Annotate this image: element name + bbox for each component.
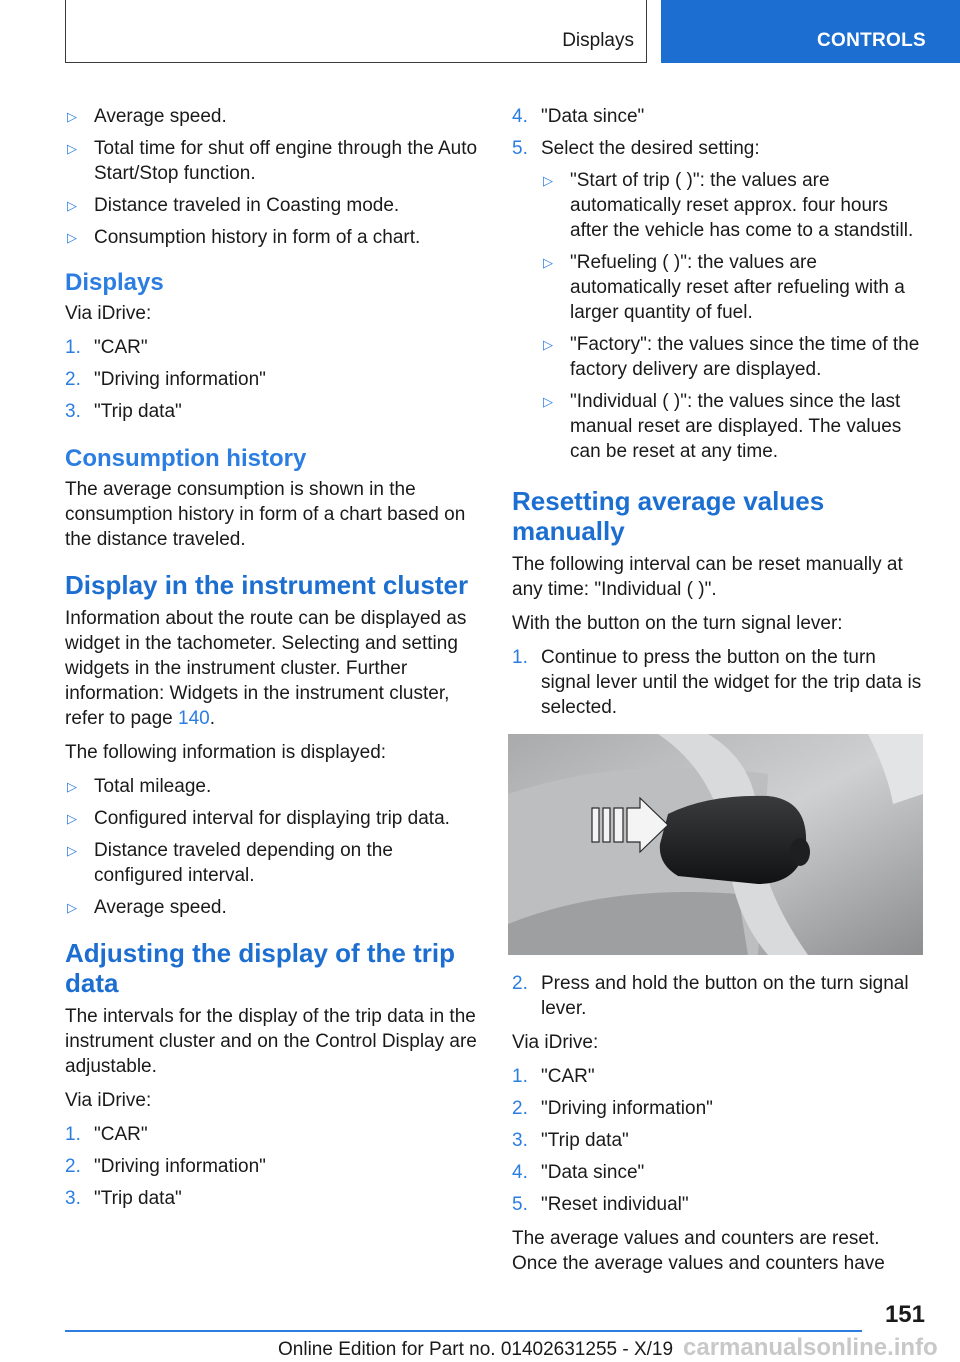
footer-edition: Online Edition for Part no. 01402631255 - X/19 [278, 1339, 674, 1360]
triangle-bullet-icon: ▷ [67, 811, 77, 826]
right-column [512, 104, 925, 1285]
heading-adjusting-display: Adjusting the display of the trip data [65, 938, 455, 998]
reset-lever-steps [512, 645, 925, 720]
via-idrive-label: Via iDrive: [65, 303, 152, 324]
list-item: 2. "Driving information" [512, 1098, 713, 1119]
list-item: 1. "CAR" [65, 1124, 148, 1145]
adjust-steps [65, 1122, 480, 1211]
triangle-bullet-icon: ▷ [67, 843, 77, 858]
list-item: ▷ Distance traveled in Coasting mode. [67, 195, 400, 216]
list-item: ▷ "Individual ( )": the values since the last manual reset are displayed. The values can be reset at any time. [543, 391, 902, 462]
setting-options [541, 168, 925, 464]
consumption-text: The average consumption is shown in the consumption history in form of a chart based on the distance traveled. [65, 479, 466, 550]
triangle-bullet-icon: ▷ [67, 141, 77, 156]
list-item: ▷ Total mileage. [67, 776, 212, 797]
triangle-bullet-icon: ▷ [67, 109, 77, 124]
closing-text: The average values and counters are reset. Once the average values and counters have [512, 1228, 885, 1274]
page-reference-link[interactable]: 140 [178, 708, 210, 729]
cluster-text: Information about the route can be displayed as widget in the tachometer. Selecting and setting widgets in the instrument cluster. Further information: Widgets in the instrument cluster, refer to page 140. [65, 608, 467, 729]
list-item: 4. "Data since" [512, 1162, 645, 1183]
heading-displays: Displays [65, 269, 164, 296]
triangle-bullet-icon: ▷ [67, 900, 77, 915]
displays-steps [65, 335, 480, 424]
list-item: 1. Continue to press the button on the turn signal lever until the widget for the trip data is selected. [512, 647, 922, 718]
list-item: ▷ Total time for shut off engine through the Auto Start/Stop function. [67, 138, 478, 184]
reset-idrive-steps [512, 1064, 925, 1217]
triangle-bullet-icon: ▷ [543, 394, 553, 409]
list-item: ▷ Configured interval for displaying trip data. [67, 808, 450, 829]
cluster-info-list [65, 774, 480, 920]
reset-lever-steps-continued [512, 971, 925, 1021]
reset-with-button: With the button on the turn signal lever: [512, 613, 843, 634]
header-box [65, 0, 647, 63]
list-item: ▷ "Start of trip ( )": the values are automatically reset approx. four hours after the vehicle has come to a standstill. [543, 170, 914, 241]
heading-resetting-average-values: Resetting average values manually [512, 486, 825, 546]
heading-consumption-history: Consumption history [65, 445, 307, 472]
triangle-bullet-icon: ▷ [543, 173, 553, 188]
triangle-bullet-icon: ▷ [543, 337, 553, 352]
heading-instrument-cluster: Display in the instrument cluster [65, 570, 469, 600]
list-item: 1. "CAR" [65, 337, 148, 358]
list-item: 5. "Reset individual" [512, 1194, 689, 1215]
header-chapter-label: CONTROLS [816, 30, 926, 51]
list-item: 2. "Driving information" [65, 1156, 266, 1177]
list-item: ▷ Distance traveled depending on the configured interval. [67, 840, 393, 886]
triangle-bullet-icon: ▷ [543, 255, 553, 270]
triangle-bullet-icon: ▷ [67, 779, 77, 794]
list-item: 3. "Trip data" [512, 1130, 629, 1151]
list-item: ▷ Consumption history in form of a chart. [67, 227, 421, 248]
left-column [65, 104, 480, 1220]
footer-watermark: carmanualsonline.info [683, 1334, 938, 1361]
list-item: 1. "CAR" [512, 1066, 595, 1087]
list-item: 2. Press and hold the button on the turn signal lever. [512, 973, 909, 1019]
page-number: 151 [884, 1301, 925, 1328]
turn-signal-lever-photo [508, 734, 923, 955]
list-item: 4. "Data since" [512, 106, 645, 127]
cluster-following: The following information is displayed: [65, 742, 387, 763]
adjust-steps-continued [512, 104, 925, 464]
list-item: ▷ "Refueling ( )": the values are automatically reset after refueling with a larger quantity of fuel. [543, 252, 905, 323]
list-item: 5. Select the desired setting: ▷ "Start of trip ( )": the values are automatically reset approx. four hours after the vehicle has come to a standstill. ▷ "Refueling ( )": the values are automatically reset after refueling with a larger quantity of fuel. ▷ "Factory": the values since the time of the factory delivery are displayed. ▷ "Individual ( )": the values since the last manual reset are displayed. The values can be reset at any time. [512, 136, 925, 464]
list-item: 2. "Driving information" [65, 369, 266, 390]
reset-text: The following interval can be reset manually at any time: "Individual ( )". [512, 554, 903, 600]
via-idrive-label: Via iDrive: [512, 1032, 599, 1053]
triangle-bullet-icon: ▷ [67, 198, 77, 213]
list-item: 3. "Trip data" [65, 401, 182, 422]
trip-info-list [65, 104, 480, 250]
triangle-bullet-icon: ▷ [67, 230, 77, 245]
adjust-text: The intervals for the display of the trip data in the instrument cluster and on the Control Display are adjustable. [65, 1006, 477, 1077]
header-section-title: Displays [562, 30, 634, 51]
via-idrive-label: Via iDrive: [65, 1090, 152, 1111]
header-chapter-tab [661, 0, 960, 63]
footer-divider [65, 1330, 862, 1332]
list-item: ▷ Average speed. [67, 106, 227, 127]
list-item: ▷ "Factory": the values since the time of the factory delivery are displayed. [543, 334, 920, 380]
list-item: 3. "Trip data" [65, 1188, 182, 1209]
list-item: ▷ Average speed. [67, 897, 227, 918]
